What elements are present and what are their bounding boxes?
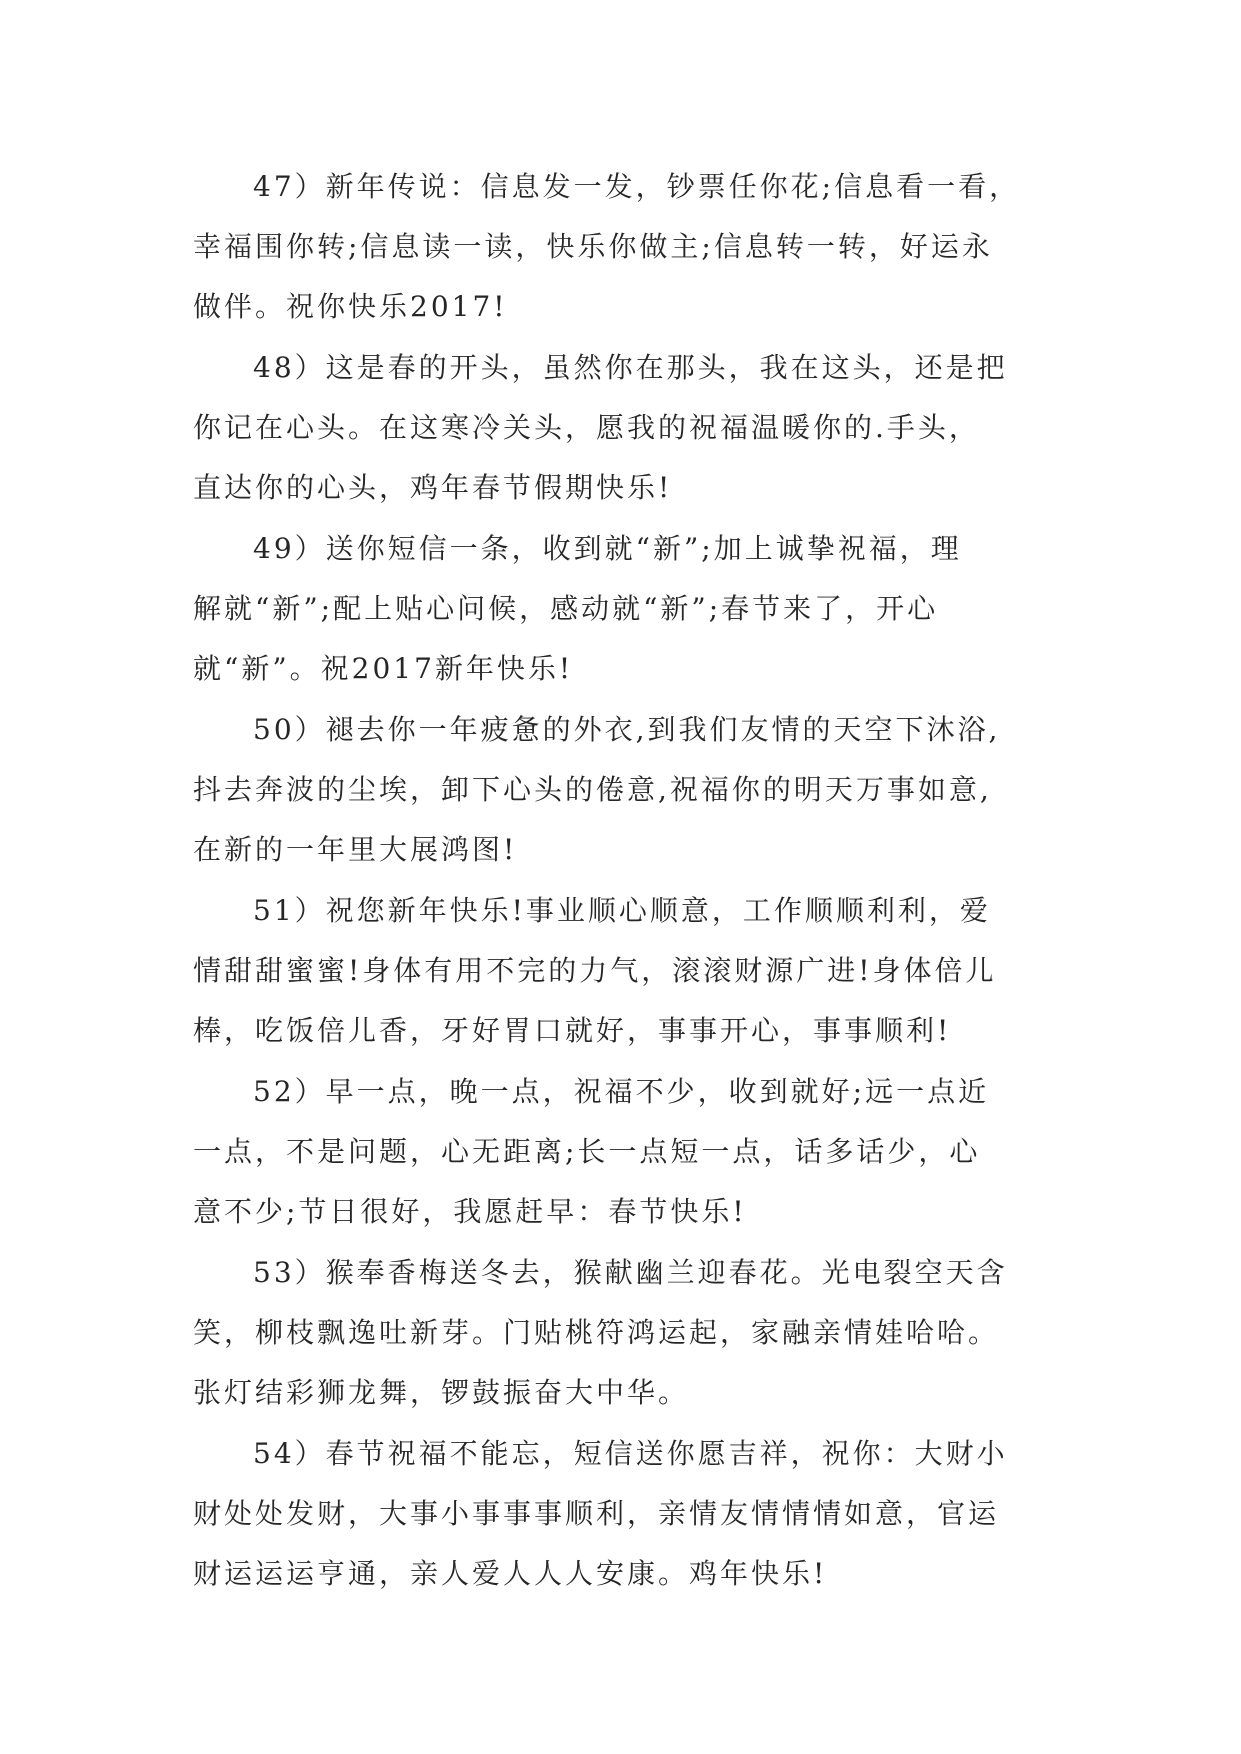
paragraph-line: 52）早一点，晚一点，祝福不少，收到就好;远一点近 xyxy=(253,1075,990,1108)
paragraph-line: 财处处发财，大事小事事事顺利，亲情友情情情如意，官运 xyxy=(193,1497,1000,1530)
paragraph-line: 51）祝您新年快乐!事业顺心顺意，工作顺顺利利，爱 xyxy=(253,894,991,927)
paragraph-line: 就“新”。祝2017新年快乐! xyxy=(193,652,574,685)
paragraph-54 xyxy=(193,1424,1048,1604)
paragraph-line: 做伴。祝你快乐2017! xyxy=(193,290,508,323)
paragraph-line: 50）褪去你一年疲惫的外衣,到我们友情的天空下沐浴, xyxy=(253,713,1001,746)
paragraph-line: 财运运运亨通，亲人爱人人人安康。鸡年快乐! xyxy=(193,1557,828,1590)
paragraph-line: 张灯结彩狮龙舞，锣鼓振奋大中华。 xyxy=(193,1376,690,1409)
paragraph-line: 一点，不是问题，心无距离;长一点短一点，话多话少，心 xyxy=(193,1135,981,1168)
paragraph-line: 情甜甜蜜蜜!身体有用不完的力气，滚滚财源广进!身体倍儿 xyxy=(193,954,997,987)
paragraph-48 xyxy=(193,338,1048,518)
paragraph-line: 幸福围你转;信息读一读，快乐你做主;信息转一转，好运永 xyxy=(193,230,993,263)
paragraph-line: 抖去奔波的尘埃，卸下心头的倦意,祝福你的明天万事如意, xyxy=(193,773,992,806)
paragraph-52 xyxy=(193,1062,1048,1242)
paragraph-50 xyxy=(193,700,1048,880)
paragraph-line: 棒，吃饭倍儿香，牙好胃口就好，事事开心，事事顺利! xyxy=(193,1014,952,1047)
paragraph-49 xyxy=(193,519,1048,699)
paragraph-line: 47）新年传说：信息发一发，钞票任你花;信息看一看， xyxy=(253,170,1021,203)
paragraph-53 xyxy=(193,1243,1048,1423)
document-body xyxy=(193,157,1048,1605)
paragraph-line: 53）猴奉香梅送冬去，猴献幽兰迎春花。光电裂空天含 xyxy=(253,1256,1008,1289)
paragraph-line: 你记在心头。在这寒冷关头，愿我的祝福温暖你的.手头， xyxy=(193,411,980,444)
paragraph-47 xyxy=(193,157,1048,337)
paragraph-line: 笑，柳枝飘逸吐新芽。门贴桃符鸿运起，家融亲情娃哈哈。 xyxy=(193,1316,1000,1349)
paragraph-line: 在新的一年里大展鸿图! xyxy=(193,833,518,866)
paragraph-51 xyxy=(193,881,1048,1061)
paragraph-line: 48）这是春的开头，虽然你在那头，我在这头，还是把 xyxy=(253,351,1008,384)
paragraph-line: 54）春节祝福不能忘，短信送你愿吉祥，祝你：大财小 xyxy=(253,1437,1008,1470)
paragraph-line: 解就“新”;配上贴心问候，感动就“新”;春节来了，开心 xyxy=(193,592,939,625)
paragraph-line: 49）送你短信一条，收到就“新”;加上诚挚祝福，理 xyxy=(253,532,962,565)
paragraph-line: 直达你的心头，鸡年春节假期快乐! xyxy=(193,471,673,504)
paragraph-line: 意不少;节日很好，我愿赶早：春节快乐! xyxy=(193,1195,747,1228)
